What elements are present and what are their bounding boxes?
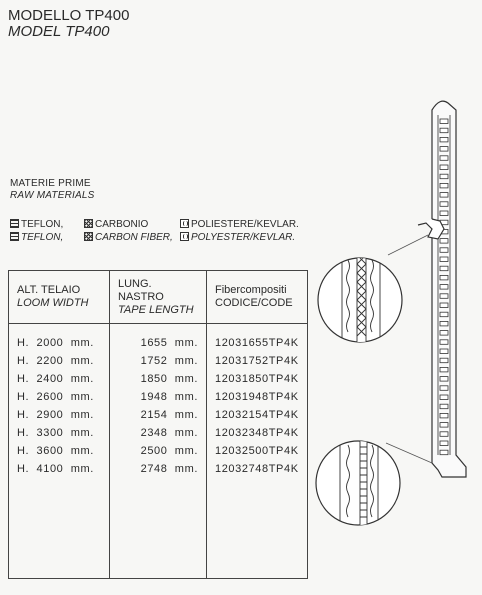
- callout-line-top: [388, 235, 428, 255]
- tape-hole: [440, 211, 448, 216]
- header-code: Fibercompositi CODICE/CODE: [207, 271, 308, 324]
- legend-poly-en: POLYESTER/KEVLAR.: [180, 231, 295, 244]
- table-row: [9, 324, 308, 353]
- table-row: [9, 388, 308, 406]
- tape-length-cell: 1948 mm.: [110, 388, 207, 406]
- code-cell: 12032154TP4K: [207, 406, 308, 424]
- tape-hole: [440, 423, 448, 428]
- tape-hole: [440, 413, 448, 418]
- tape-hole: [440, 266, 448, 271]
- model-title-it: MODELLO TP400: [8, 7, 130, 24]
- hook-clamp: [418, 219, 444, 239]
- table-row: [9, 352, 308, 370]
- tape-length-cell: 2154 mm.: [110, 406, 207, 424]
- tape-hole: [440, 275, 448, 280]
- loom-width-cell: H. 2200 mm.: [9, 352, 110, 370]
- tape-hole: [440, 312, 448, 317]
- legend-row-en: [10, 231, 296, 244]
- tape-hole: [440, 349, 448, 354]
- tape-hole: [440, 119, 448, 124]
- tape-hole: [440, 395, 448, 400]
- tape-hole: [440, 321, 448, 326]
- materials-heading: [10, 178, 94, 202]
- code-cell: 12031948TP4K: [207, 388, 308, 406]
- legend-carbon-en: CARBON FIBER,: [84, 231, 173, 244]
- tape-hole: [440, 156, 448, 161]
- table-row: [9, 442, 308, 460]
- loom-width-cell: H. 2000 mm.: [9, 324, 110, 353]
- tape-hole: [440, 358, 448, 363]
- loom-width-cell: H. 2600 mm.: [9, 388, 110, 406]
- tape-hole: [440, 303, 448, 308]
- tape-hole: [440, 285, 448, 290]
- tape-hole: [440, 331, 448, 336]
- detail-circle-top: [318, 255, 402, 345]
- model-title-en: MODEL TP400: [8, 23, 110, 40]
- code-cell: 12031850TP4K: [207, 370, 308, 388]
- model-title: [8, 8, 129, 40]
- code-cell: 12032348TP4K: [207, 424, 308, 442]
- tape-hole: [440, 174, 448, 179]
- tape-holes: [440, 119, 448, 455]
- legend-carbon-it: CARBONIO: [84, 218, 148, 231]
- tape-hole: [440, 137, 448, 142]
- code-cell: 12032500TP4K: [207, 442, 308, 460]
- materials-legend: [10, 218, 299, 244]
- table-header-row: [9, 271, 308, 324]
- tape-length-cell: 1655 mm.: [110, 324, 207, 353]
- table-row: [9, 460, 308, 579]
- loom-width-cell: H. 2400 mm.: [9, 370, 110, 388]
- tape-hole: [440, 128, 448, 133]
- table-row: [9, 424, 308, 442]
- tape-length-cell: 2500 mm.: [110, 442, 207, 460]
- code-cell: 12031752TP4K: [207, 352, 308, 370]
- tape-hole: [440, 432, 448, 437]
- tape-hole: [440, 248, 448, 253]
- carbon-swatch-icon: [84, 219, 93, 228]
- loom-width-cell: H. 4100 mm.: [9, 460, 110, 579]
- tape-hole: [440, 257, 448, 262]
- tape-hole: [440, 404, 448, 409]
- teflon-swatch-icon: [10, 219, 19, 228]
- legend-row-it: [10, 218, 299, 231]
- materials-heading-it: MATERIE PRIME: [10, 178, 91, 189]
- tape-hole: [440, 183, 448, 188]
- legend-teflon-en: TEFLON,: [10, 232, 63, 243]
- code-cell: 12031655TP4K: [207, 324, 308, 353]
- tape-length-cell: 1752 mm.: [110, 352, 207, 370]
- header-tape-length: LUNG. NASTRO TAPE LENGTH: [110, 271, 207, 324]
- tape-length-cell: 2348 mm.: [110, 424, 207, 442]
- polyester-swatch-icon: [180, 232, 189, 241]
- materials-heading-en: RAW MATERIALS: [10, 190, 95, 201]
- polyester-swatch-icon: [180, 219, 189, 228]
- tape-hole: [440, 340, 448, 345]
- code-cell: 12032748TP4K: [207, 460, 308, 579]
- tape-length-cell: 1850 mm.: [110, 370, 207, 388]
- loom-width-cell: H. 3300 mm.: [9, 424, 110, 442]
- table-row: [9, 370, 308, 388]
- tape-strip: [432, 101, 466, 477]
- tape-hole: [440, 377, 448, 382]
- tape-hole: [440, 294, 448, 299]
- tape-hole: [440, 147, 448, 152]
- legend-teflon-it: TEFLON,: [10, 219, 63, 230]
- tape-hole: [440, 165, 448, 170]
- detail-circle-bottom: [316, 440, 400, 527]
- tape-hole: [440, 450, 448, 455]
- tape-length-cell: 2748 mm.: [110, 460, 207, 579]
- loom-width-cell: H. 2900 mm.: [9, 406, 110, 424]
- tape-hole: [440, 239, 448, 244]
- carbon-swatch-icon: [84, 232, 93, 241]
- tape-hole: [440, 202, 448, 207]
- tape-hole: [440, 386, 448, 391]
- legend-poly-it: POLIESTERE/KEVLAR.: [180, 218, 299, 231]
- loom-width-cell: H. 3600 mm.: [9, 442, 110, 460]
- spec-table: [8, 270, 308, 579]
- tape-drawing: [300, 95, 482, 535]
- tape-hole: [440, 367, 448, 372]
- header-loom-width: ALT. TELAIO LOOM WIDTH: [9, 271, 110, 324]
- table-row: [9, 406, 308, 424]
- tape-hole: [440, 193, 448, 198]
- tape-hole: [440, 441, 448, 446]
- teflon-swatch-icon: [10, 232, 19, 241]
